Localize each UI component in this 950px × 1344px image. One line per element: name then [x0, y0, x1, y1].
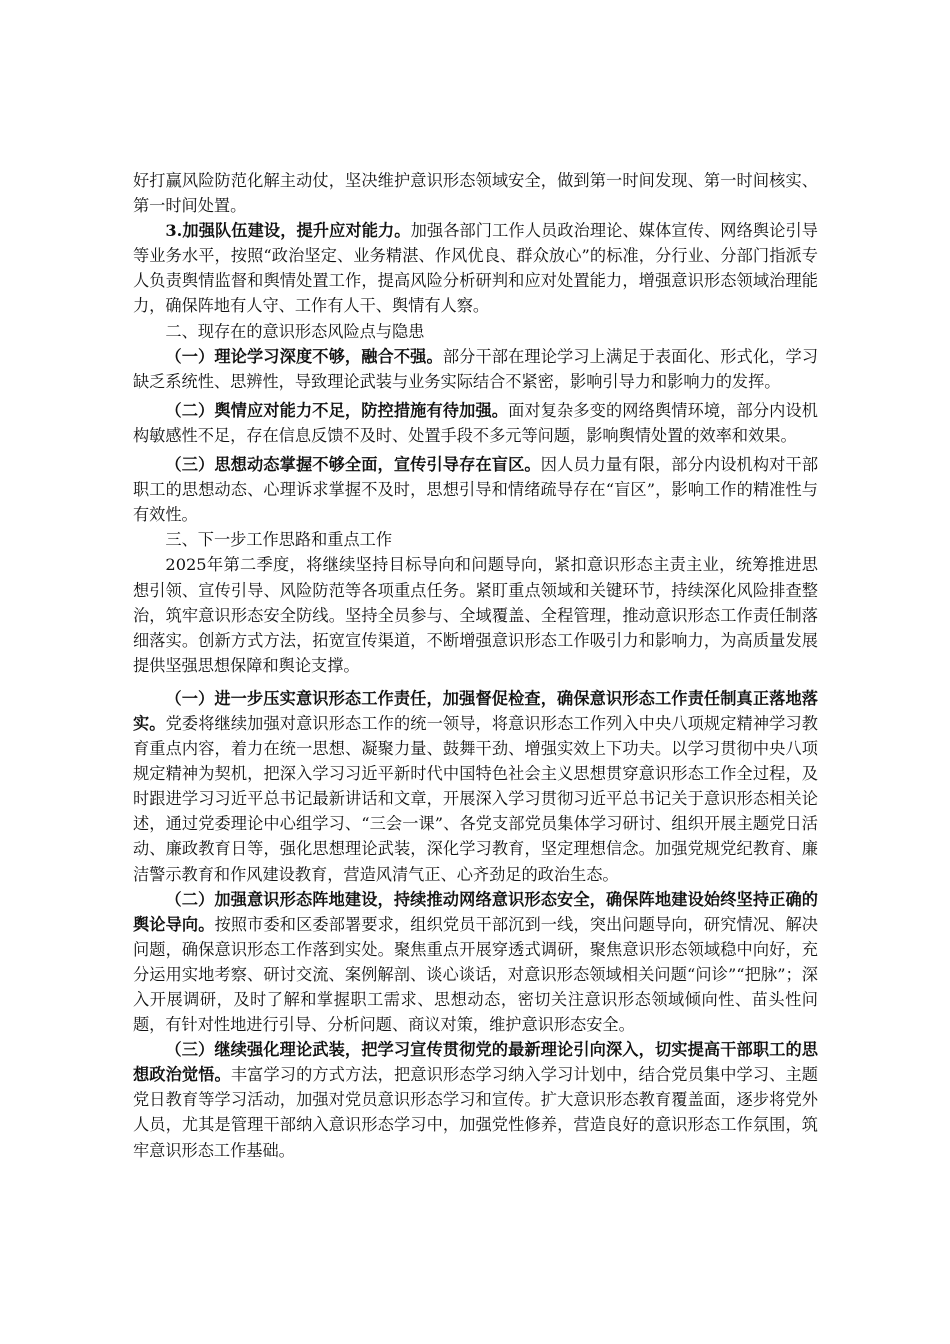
- paragraph-task-2: [133, 887, 818, 1038]
- paragraph-lead: （三）思想动态掌握不够全面，宣传引导存在盲区。: [165, 455, 541, 475]
- section-heading-2: 二、现存在的意识形态风险点与隐患: [165, 321, 425, 341]
- paragraph-body: 丰富学习的方式方法，把意识形态学习纳入学习计划中，结合党员集中学习、主题党日教育等学习活动，加强对党员意识形态学习和宣传。扩大意识形态教育覆盖面，逐步将党外人员，尤其是管理干部纳入意识形态学习中，加强党性修养，营造良好的意识形态工作氛围，筑牢意识形态工作基础。: [133, 1065, 818, 1160]
- paragraph-body: 部分干部在理论学习上满足于表面化、形式化，学习缺乏系统性、思辨性，导致理论武装与业务实际结合不紧密，影响引导力和影响力的发挥。: [133, 346, 819, 391]
- paragraph-risk-2: [133, 398, 818, 448]
- paragraph-lead: （二）加强意识形态阵地建设，持续推动网络意识形态安全，确保阵地建设始终坚持正确的舆论导向。: [133, 889, 818, 934]
- paragraph-lead: （一）理论学习深度不够，融合不强。: [165, 346, 443, 366]
- document-page: [133, 168, 818, 1163]
- paragraph-risk-3: [133, 452, 818, 527]
- paragraph-lead: （三）继续强化理论武装，把学习宣传贯彻党的最新理论引向深入，切实提高干部职工的思想政治觉悟。: [133, 1040, 818, 1085]
- paragraph-risk-1: [133, 344, 818, 394]
- paragraph-next-steps-intro: 2025年第二季度，将继续坚持目标导向和问题导向，紧扣意识形态主责主业，统筹推进思想引领、宣传引导、风险防范等各项重点任务。紧盯重点领域和关键环节，持续深化风险排查整治，筑牢意识形态安全防线。坚持全员参与、全域覆盖、全程管理，推动意识形态工作责任制落细落实。创新方式方法，拓宽宣传渠道，不断增强意识形态工作吸引力和影响力，为高质量发展提供坚强思想保障和舆论支撑。: [133, 555, 818, 675]
- paragraph-team-building: [133, 218, 818, 318]
- section-heading-3: 三、下一步工作思路和重点工作: [165, 530, 393, 550]
- paragraph-body: 因人员力量有限，部分内设机构对干部职工的思想动态、心理诉求掌握不及时，思想引导和情绪疏导存在“盲区”，影响工作的精准性与有效性。: [133, 455, 819, 525]
- paragraph-lead: （二）舆情应对能力不足，防控措施有待加强。: [165, 400, 509, 420]
- paragraph-lead: 3.加强队伍建设，提升应对能力。: [165, 221, 411, 241]
- paragraph-body: 面对复杂多变的网络舆情环境，部分内设机构敏感性不足，存在信息反馈不及时、处置手段不多元等问题，影响舆情处置的效率和效果。: [133, 400, 818, 445]
- paragraph-body: 按照市委和区委部署要求，组织党员干部沉到一线，突出问题导向，研究情况、解决问题，确保意识形态工作落到实处。聚焦重点开展穿透式调研，聚焦意识形态领域稳中向好，充分运用实地考察、研讨交流、案例解剖、谈心谈话，对意识形态领域相关问题“问诊”“把脉”；深入开展调研，及时了解和掌握职工需求、思想动态，密切关注意识形态领域倾向性、苗头性问题，有针对性地进行引导、分析问题、商议对策，维护意识形态安全。: [133, 914, 818, 1035]
- paragraph-body: 党委将继续加强对意识形态工作的统一领导，将意识形态工作列入中央八项规定精神学习教育重点内容，着力在统一思想、凝聚力量、鼓舞干劲、增强实效上下功夫。以学习贯彻中央八项规定精神为契机，把深入学习习近平新时代中国特色社会主义思想贯穿意识形态工作全过程，及时跟进学习习近平总书记最新讲话和文章，开展深入学习贯彻习近平总书记关于意识形态相关论述，通过党委理论中心组学习、“三会一课”、各党支部党员集体学习研讨、组织开展主题党日活动、廉政教育日等，强化思想理论武装，深化学习教育，坚定理想信念。加强党规党纪教育、廉洁警示教育和作风建设教育，营造风清气正、心齐劲足的政治生态。: [133, 713, 818, 884]
- paragraph-body: 加强各部门工作人员政治理论、媒体宣传、网络舆论引导等业务水平，按照“政治坚定、业务精湛、作风优良、群众放心”的标准，分行业、分部门指派专人负责舆情监督和舆情处置工作，提高风险分析研判和应对处置能力，增强意识形态领域治理能力，确保阵地有人守、工作有人干、舆情有人察。: [133, 221, 818, 316]
- paragraph-continuation: 好打赢风险防范化解主动仗，坚决维护意识形态领域安全，做到第一时间发现、第一时间核实、第一时间处置。: [133, 171, 818, 216]
- paragraph-lead: （一）进一步压实意识形态工作责任，加强督促检查，确保意识形态工作责任制真正落地落实。: [133, 688, 818, 733]
- paragraph-task-3: [133, 1037, 818, 1162]
- paragraph-task-1: [133, 686, 818, 887]
